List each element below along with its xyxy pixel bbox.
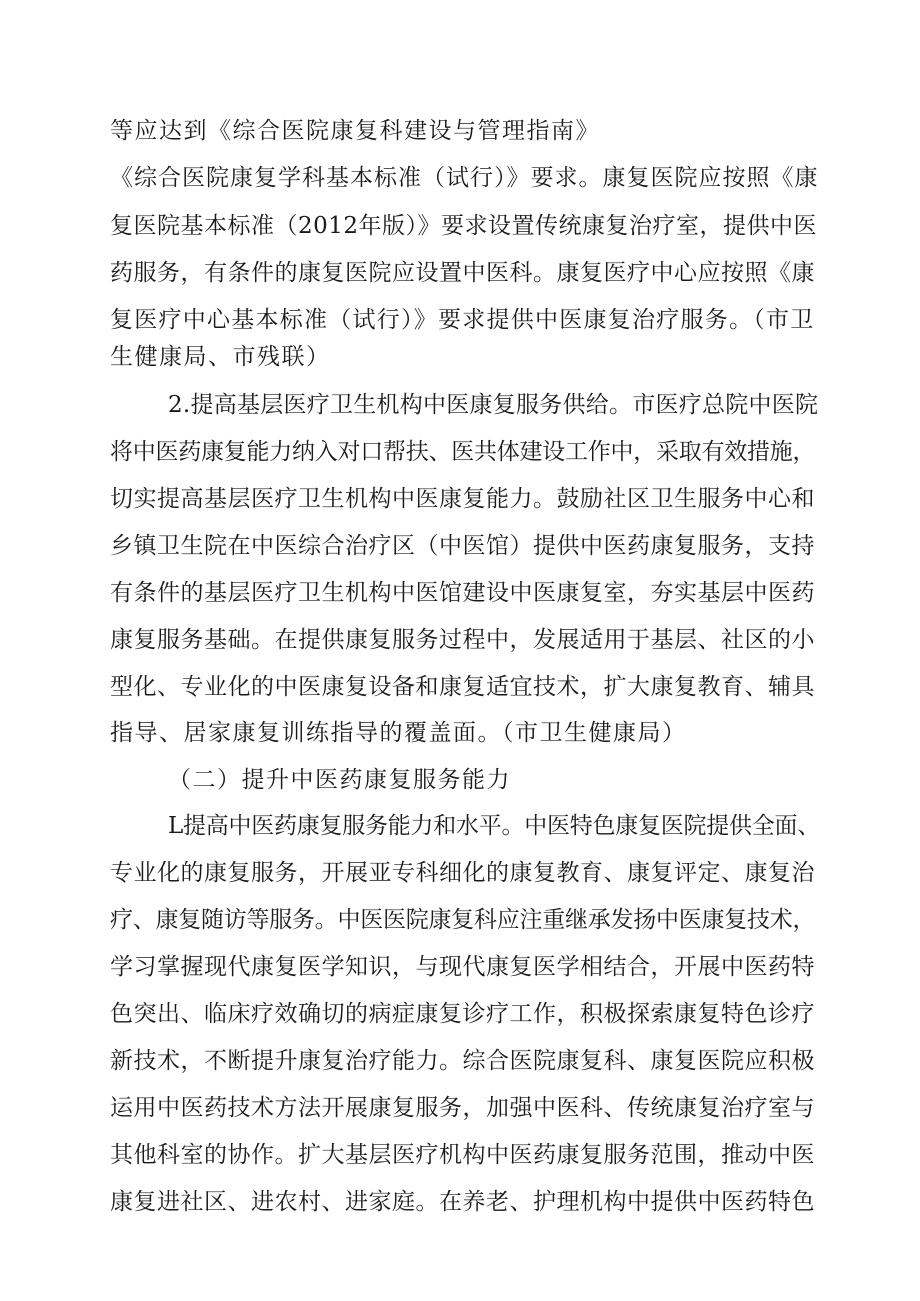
text-line: 复医疗中心基本标准（试行）》要求提供中医康复治疗服务。（市卫 — [110, 307, 815, 333]
text-line: 有条件的基层医疗卫生机构中医馆建设中医康复室，夯实基层中医药 — [110, 580, 815, 606]
text-line: 其他科室的协作。扩大基层医疗机构中医药康复服务范围，推动中医 — [110, 1142, 815, 1168]
text-line: 药服务，有条件的康复医院应设置中医科。康复医疗中心应按照《康 — [110, 260, 815, 286]
text-line: 学习掌握现代康复医学知识，与现代康复医学相结合，开展中医药特 — [110, 954, 815, 980]
text-line: 《综合医院康复学科基本标准（试行）》要求。康复医院应按照《康 — [110, 165, 819, 191]
section-item-heading: 2.提高基层医疗卫生机构中医康复服务供给。市医疗总院中医院 — [168, 392, 819, 418]
text-line: 康复进社区、进农村、进家庭。在养老、护理机构中提供中医药特色 — [110, 1189, 815, 1215]
text-line: 切实提高基层医疗卫生机构中医康复能力。鼓励社区卫生服务中心和 — [110, 486, 815, 512]
text-line: 型化、专业化的中医康复设备和康复适宜技术，扩大康复教育、辅具 — [110, 674, 815, 700]
section-item-heading: L提高中医药康复服务能力和水平。中医特色康复医院提供全面、 — [168, 813, 821, 839]
text-line: 将中医药康复能力纳入对口帮扶、医共体建设工作中，采取有效措施， — [110, 439, 816, 465]
text-line: 复医院基本标准（2012年版）》要求设置传统康复治疗室，提供中医 — [110, 213, 818, 239]
text-line: 运用中医药技术方法开展康复服务，加强中医科、传统康复治疗室与 — [110, 1095, 815, 1121]
text-line: 指导、居家康复训练指导的覆盖面。（市卫生健康局） — [110, 720, 687, 746]
text-line: 专业化的康复服务，开展亚专科细化的康复教育、康复评定、康复治 — [110, 860, 815, 886]
section-heading: （二）提升中医药康复服务能力 — [168, 767, 511, 793]
text-line: 康复服务基础。在提供康复服务过程中，发展适用于基层、社区的小 — [110, 627, 815, 653]
text-line: 疗、康复随访等服务。中医医院康复科应注重继承发扬中医康复技术， — [110, 907, 816, 933]
text-line: 乡镇卫生院在中医综合治疗区（中医馆）提供中医药康复服务，支持 — [110, 533, 815, 559]
text-line: 色突出、临床疗效确切的病症康复诊疗工作，积极探索康复特色诊疗 — [110, 1001, 815, 1027]
text-line: 生健康局、市残联） — [110, 344, 331, 370]
text-line: 等应达到《综合医院康复科建设与管理指南》 — [110, 118, 600, 144]
text-line: 新技术，不断提升康复治疗能力。综合医院康复科、康复医院应积极 — [110, 1048, 815, 1074]
